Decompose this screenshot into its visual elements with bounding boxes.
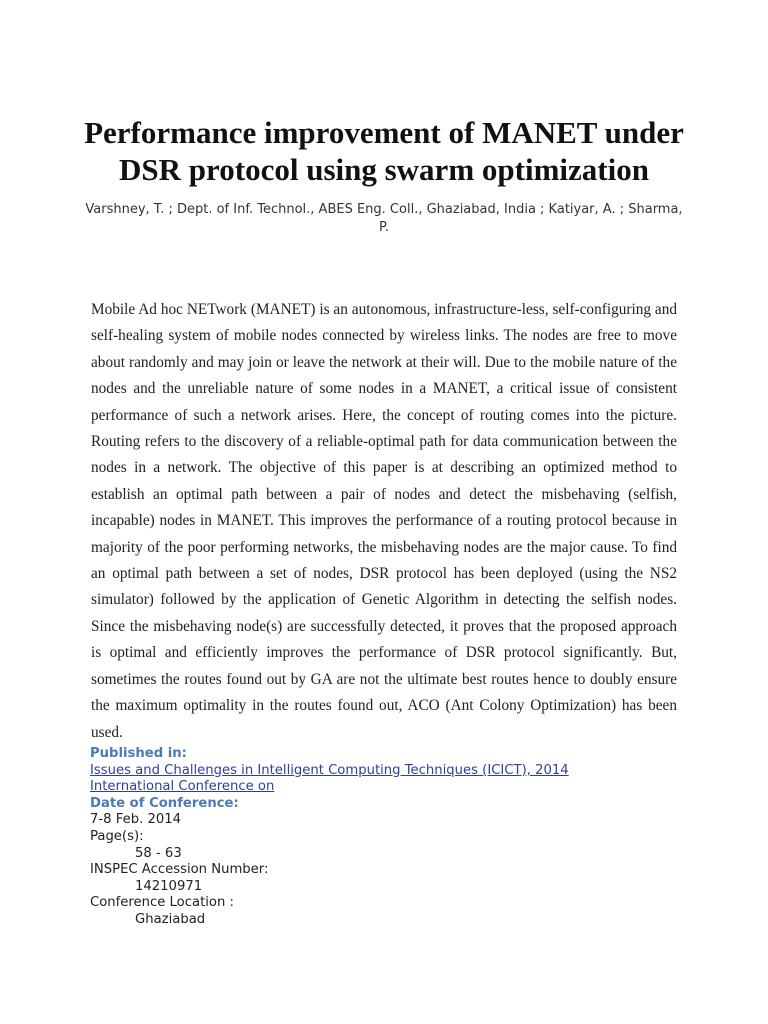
conference-link[interactable]: Issues and Challenges in Intelligent Computing Techniques (ICICT), 2014 International Conference on (90, 762, 569, 795)
abstract-text: Mobile Ad hoc NETwork (MANET) is an autonomous, infrastructure-less, self-configuring and self-healing system of mobile nodes connected by wireless links. The nodes are free to move about randomly and may join or leave the network at their will. Due to the mobile nature of the nodes and the unreliable nature of some nodes in a MANET, a critical issue of consistent performance of such a network arises. Here, the concept of routing comes into the picture. Routing refers to the discovery of a reliable-optimal path for data communication between the nodes in a network. The objective of this paper is at describing an optimized method to establish an optimal path between a pair of nodes and detect the misbehaving (selfish, incapable) nodes in MANET. This improves the performance of a routing protocol because in majority of the poor performing networks, the misbehaving nodes are the major cause. To find an optimal path between a set of nodes, DSR protocol has been deployed (using the NS2 simulator) followed by the application of Genetic Algorithm in detecting the selfish nodes. Since the misbehaving node(s) are successfully detected, it proves that the proposed approach is optimal and efficiently improves the performance of DSR protocol significantly. But, sometimes the routes found out by GA are not the ultimate best routes hence to doubly ensure the maximum optimality in the routes found out, ACO (Ant Colony Optimization) has been used. (91, 301, 677, 741)
inspec-label: INSPEC Accession Number: (90, 862, 269, 878)
paper-title: Performance improvement of MANET under DSR protocol using swarm optimization (84, 115, 684, 187)
published-in-label: Published in: (90, 746, 187, 761)
author-list: Varshney, T. ; Dept. of Inf. Technol., ABES Eng. Coll., Ghaziabad, India ; Katiyar, A. ; Sharma, P. (85, 202, 683, 235)
publication-metadata (90, 746, 650, 929)
inspec-value: 14210971 (135, 878, 203, 894)
pages-value: 58 - 63 (135, 845, 182, 861)
date-of-conference-value: 7-8 Feb. 2014 (90, 812, 182, 828)
date-of-conference-label: Date of Conference: (90, 795, 239, 811)
conference-location-value: Ghaziabad (135, 911, 206, 927)
conference-location-label: Conference Location : (90, 895, 234, 911)
pages-label: Page(s): (90, 828, 144, 844)
